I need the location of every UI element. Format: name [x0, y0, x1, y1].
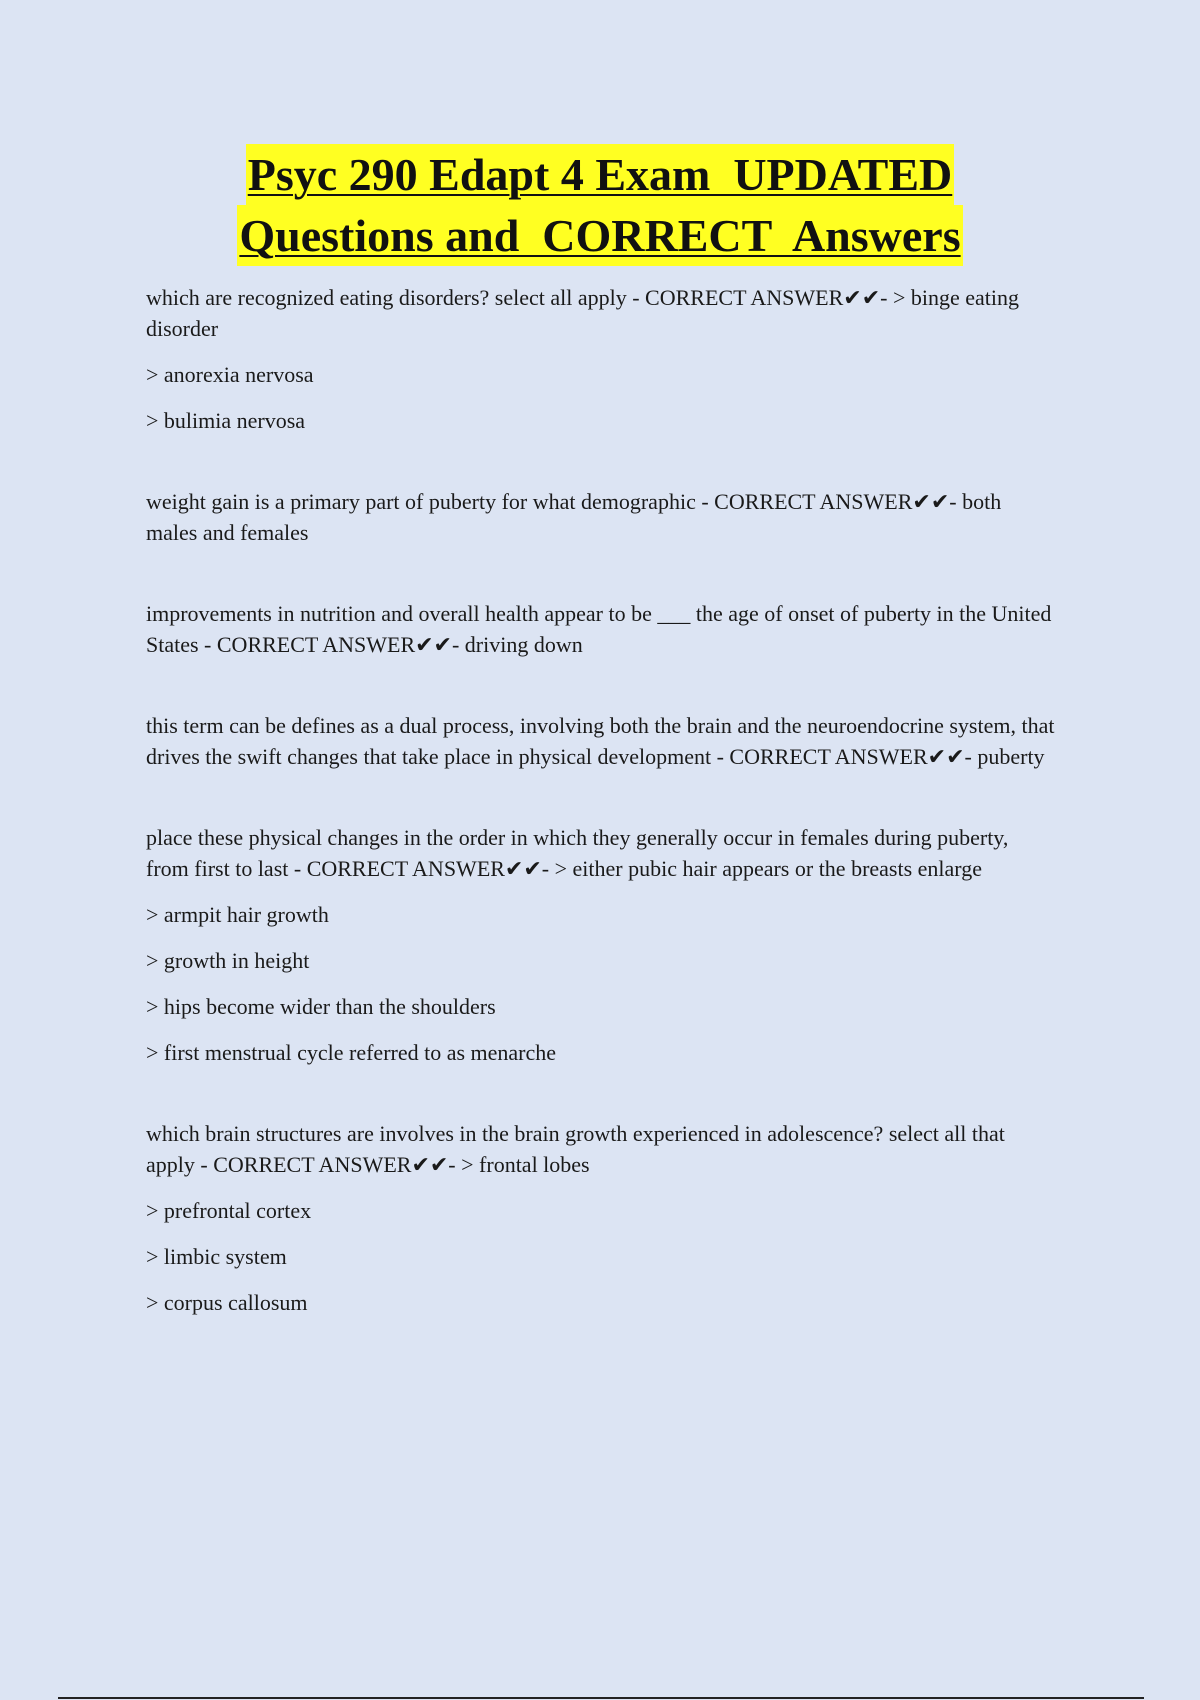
qa-question: which are recognized eating disorders? select all apply - CORRECT ANSWER✔✔- > binge eating disorder [146, 285, 1020, 341]
qa-question: weight gain is a primary part of puberty for what demographic - CORRECT ANSWER✔✔- both males and females [146, 489, 1002, 545]
qa-answer-line: > limbic system [146, 1244, 287, 1269]
qa-item [146, 486, 1056, 548]
qa-question: which brain structures are involves in the brain growth experienced in adolescence? select all that apply - CORRECT ANSWER✔✔- > frontal lobes [146, 1121, 1005, 1177]
qa-item [146, 1118, 1056, 1318]
qa-answer-line: > anorexia nervosa [146, 362, 314, 387]
qa-question: this term can be defines as a dual process, involving both the brain and the neuroendocrine system, that drives the swift changes that take place in physical development - CORRECT ANSWER✔✔- puberty [146, 713, 1055, 769]
qa-question: place these physical changes in the order in which they generally occur in females during puberty, from first to last - CORRECT ANSWER✔✔- > either pubic hair appears or the breasts enlarge [146, 825, 1009, 881]
title-line-2: Questions and CORRECT Answers [237, 205, 962, 266]
qa-answer-line: > bulimia nervosa [146, 408, 306, 433]
qa-answer-line: > hips become wider than the shoulders [146, 994, 496, 1019]
document-title [0, 144, 1200, 266]
qa-answer-line: > first menstrual cycle referred to as menarche [146, 1040, 557, 1065]
qa-item [146, 598, 1056, 660]
qa-item [146, 822, 1056, 1068]
qa-question: improvements in nutrition and overall health appear to be ___ the age of onset of puberty in the United States - CORRECT ANSWER✔✔- driving down [146, 601, 1052, 657]
qa-answer-line: > prefrontal cortex [146, 1198, 312, 1223]
qa-list [146, 282, 1056, 1333]
bottom-divider [58, 1697, 1144, 1699]
title-line-1: Psyc 290 Edapt 4 Exam UPDATED [246, 144, 955, 205]
qa-answer-line: > armpit hair growth [146, 902, 329, 927]
qa-answer-line: > corpus callosum [146, 1290, 308, 1315]
qa-item [146, 710, 1056, 772]
qa-answer-line: > growth in height [146, 948, 310, 973]
qa-item [146, 282, 1056, 436]
